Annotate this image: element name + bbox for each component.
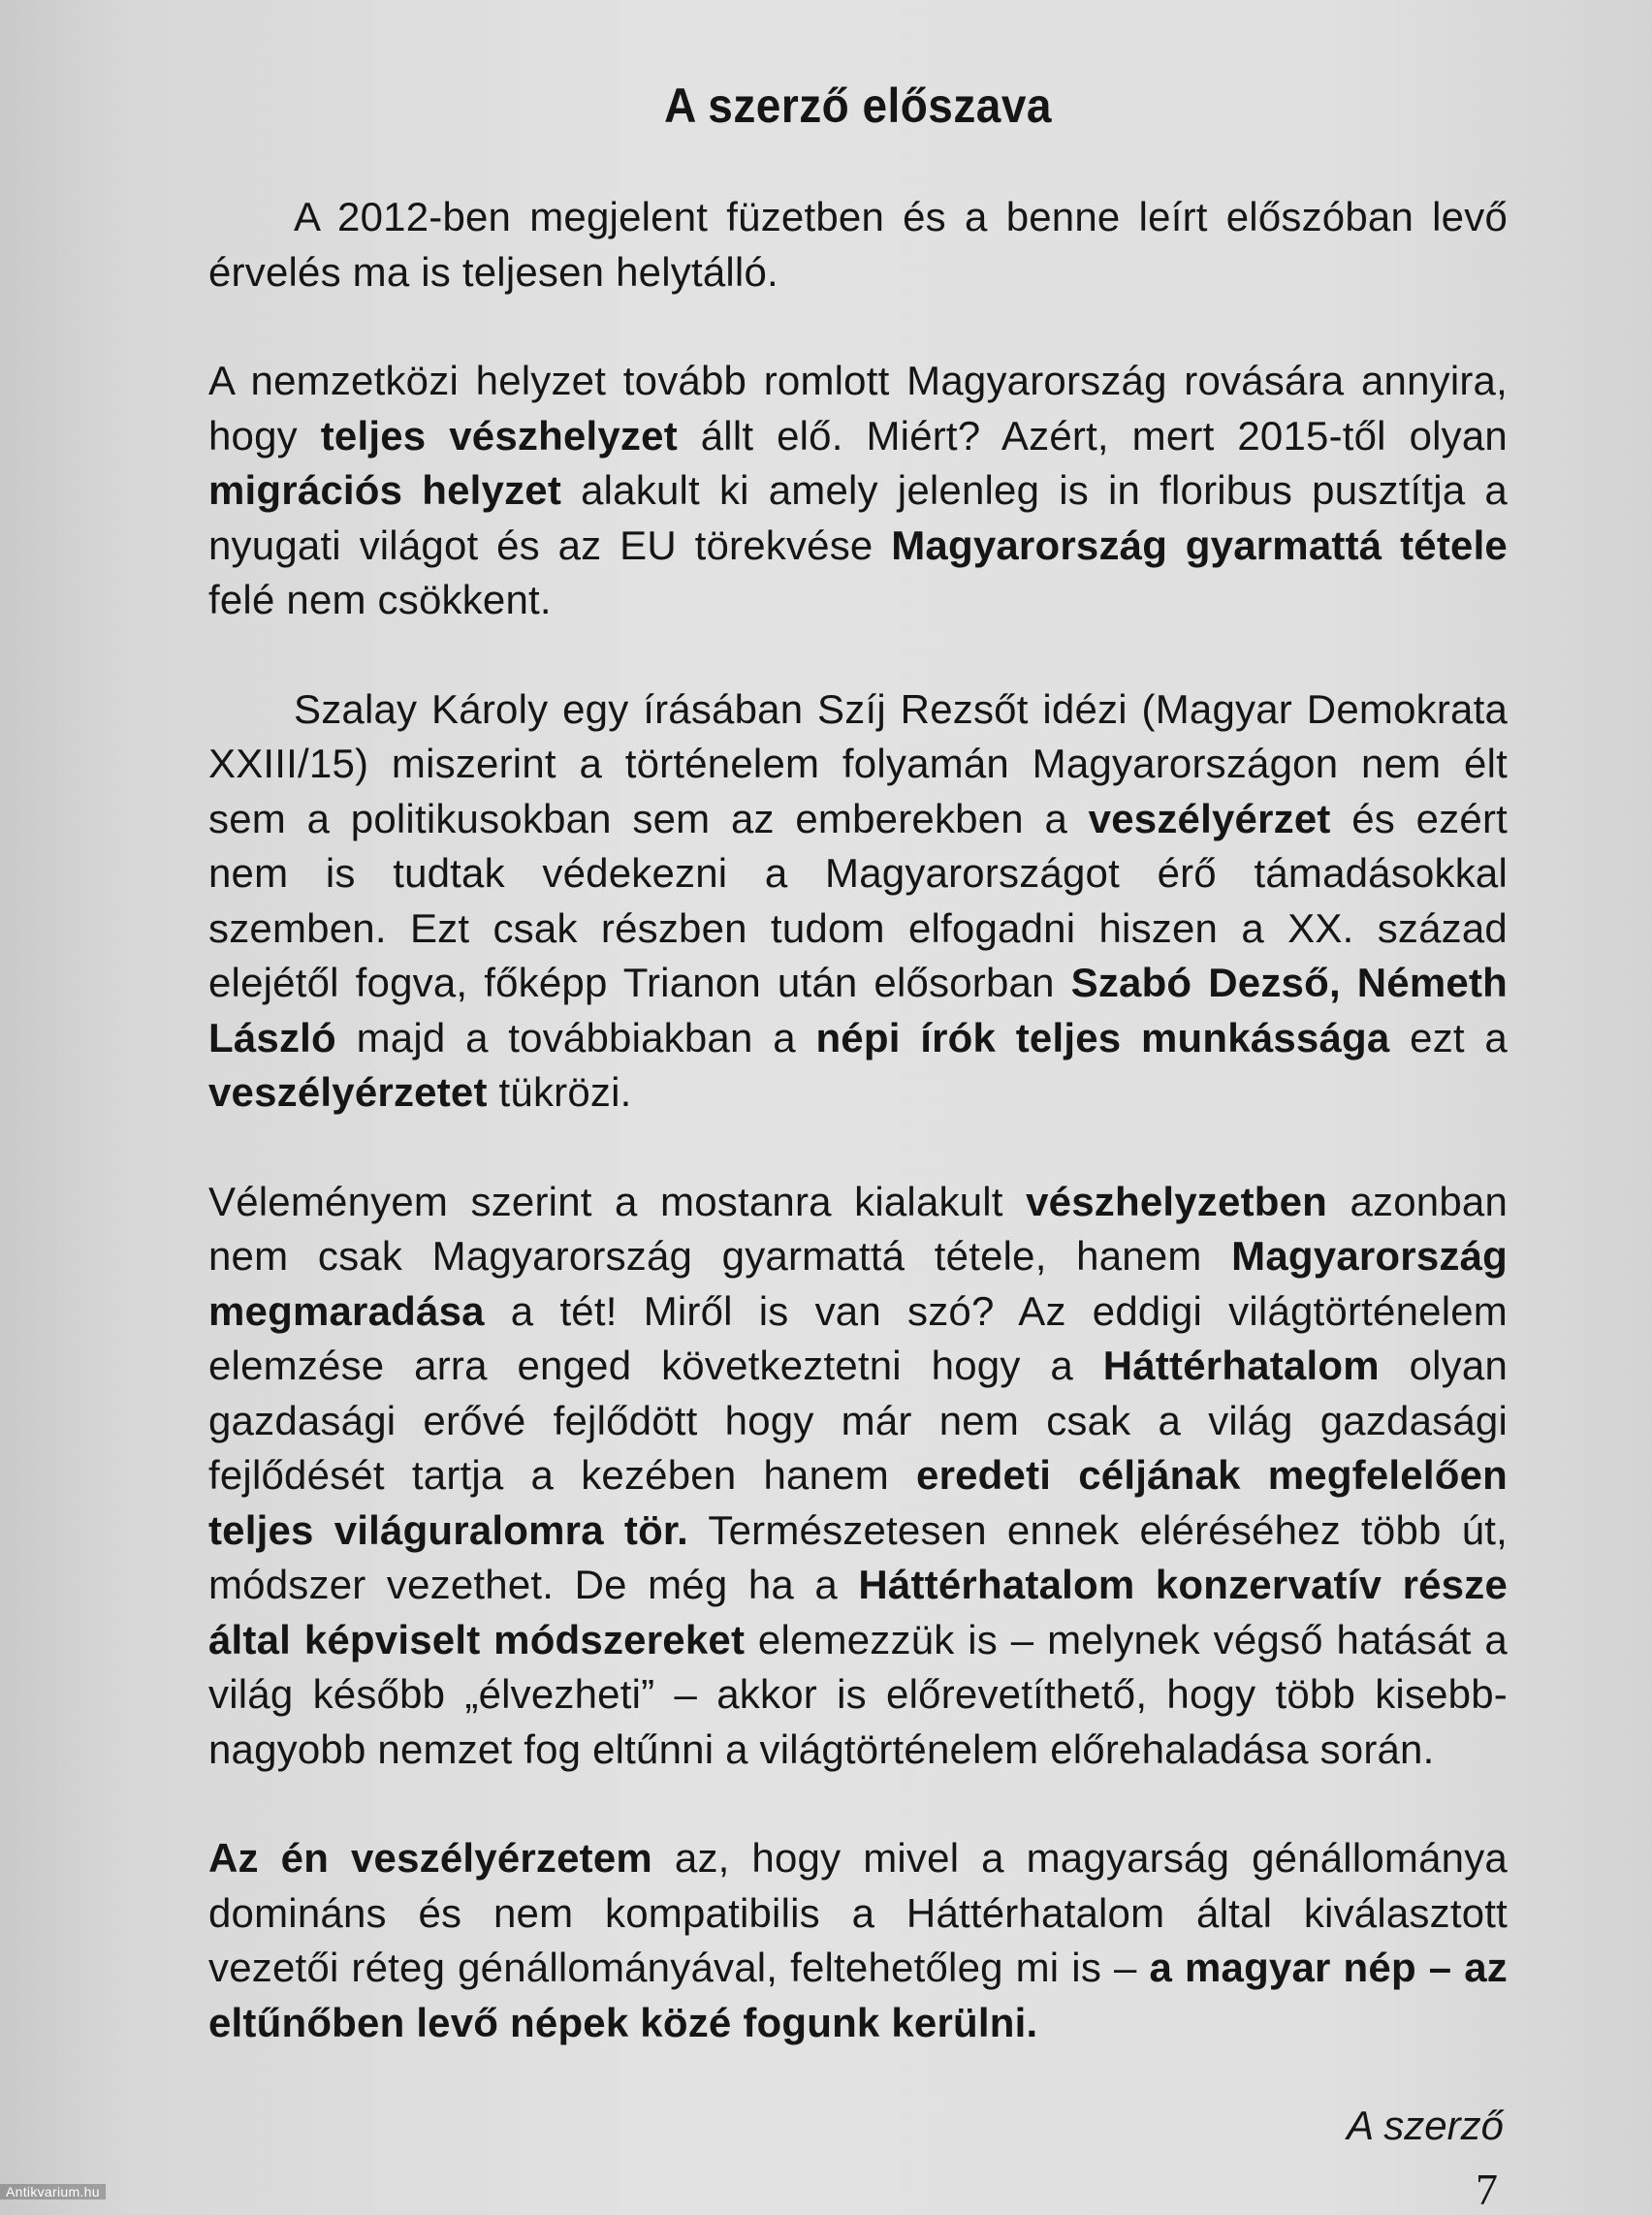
bold-span: teljes vészhelyzet	[320, 412, 678, 459]
page-number: 7	[1476, 2165, 1498, 2214]
bold-span: migrációs helyzet	[208, 467, 562, 513]
author-signature: A szerző	[1347, 2103, 1504, 2148]
text-span: Természetesen ennek eléréséhez több út, módszer vezethet. De még ha a	[208, 1506, 1508, 1607]
bold-span: Magyarország gyarmattá tétele	[891, 522, 1508, 568]
text-span: és ezért nem is tudtak védekezni a Magyarországot érő támadásokkal szemben. Ezt csak részben tudom elfogadni hiszen a XX. század elejétől fogva, főképp Trianon után elősorban	[208, 795, 1508, 1005]
text-span: Véleményem szerint a mostanra kialakult	[208, 1178, 1027, 1224]
paragraph-4	[208, 1175, 1508, 1778]
bold-span: Háttérhatalom	[1102, 1343, 1380, 1388]
bold-span: Az én veszélyérzetem	[208, 1835, 652, 1881]
text-span: A 2012-ben megjelent füzetben és a benne leírt előszóban levő érvelés ma is teljesen helytálló.	[208, 194, 1508, 295]
watermark-label: Antikvarium.hu	[0, 2184, 106, 2199]
bold-span: vészhelyzetben	[1026, 1178, 1328, 1224]
page-content	[208, 78, 1508, 2149]
paragraph-1	[208, 190, 1508, 300]
paragraph-2	[208, 354, 1508, 628]
text-span: alakult ki amely jelenleg is in floribus pusztítja a nyugati világot és az EU törekvése	[208, 467, 1508, 568]
text-span: tükrözi.	[487, 1069, 632, 1115]
paragraph-5	[208, 1831, 1508, 2050]
bold-span: veszélyérzet	[1088, 795, 1331, 841]
text-span: a tét! Miről is van szó? Az eddigi világtörténelem elemzése arra enged következtetni hogy a	[208, 1287, 1508, 1388]
bold-span: veszélyérzetet	[208, 1069, 488, 1115]
bold-span: Magyarország megmaradása	[208, 1233, 1508, 1334]
text-span: majd a továbbiakban a	[335, 1014, 816, 1060]
paragraph-3	[208, 682, 1508, 1121]
bold-span: Háttérhatalom konzervatív része által képviselt módszereket	[208, 1562, 1508, 1662]
text-span: állt elő. Miért? Azért, mert 2015-től olyan	[677, 412, 1508, 459]
bold-span: népi írók teljes munkássága	[815, 1014, 1390, 1060]
text-span: ezt a	[1389, 1014, 1508, 1060]
bold-span: a magyar nép – az eltűnőben levő népek közé fogunk kerülni.	[208, 1945, 1508, 2045]
text-span: az, hogy mivel a magyarság génállománya domináns és nem kompatibilis a Háttérhatalom által kiválasztott vezetői réteg génállományával, feltehetőleg mi is –	[208, 1835, 1508, 1990]
bold-span: eredeti céljának megfelelően teljes világuralomra tör.	[208, 1452, 1508, 1553]
bold-span: Szabó Dezső, Németh László	[208, 960, 1508, 1060]
text-span: elemezzük is – melynek végső hatását a világ később „élvezheti” – akkor is előrevetíthető, hogy több kisebb-nagyobb nemzet fog eltűnni a világtörténelem előrehaladása során.	[208, 1616, 1508, 1772]
text-span: felé nem csökkent.	[208, 577, 552, 622]
text-span: A nemzetközi helyzet tovább romlott Magyarország rovására annyira, hogy	[208, 358, 1508, 459]
text-span: azonban nem csak Magyarország gyarmattá tétele, hanem	[208, 1178, 1509, 1279]
page-title: A szerző előszava	[664, 79, 1052, 133]
text-span: Szalay Károly egy írásában Szíj Rezsőt idézi (Magyar Demokrata XXIII/15) miszerint a történelem folyamán Magyarországon nem élt sem a politikusokban sem az emberekben a	[208, 685, 1508, 841]
text-span: olyan gazdasági erővé fejlődött hogy már nem csak a világ gazdasági fejlődését tartja a kezében hanem	[208, 1343, 1508, 1498]
